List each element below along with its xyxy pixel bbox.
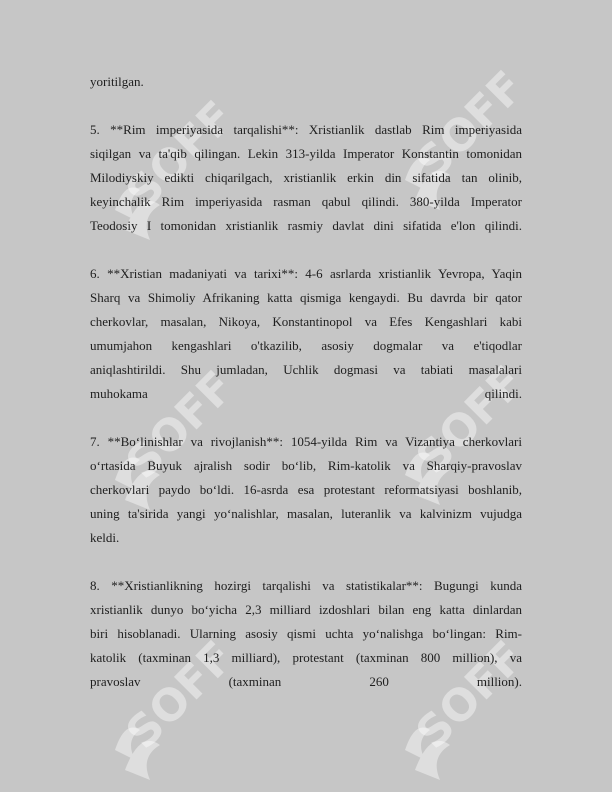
text-line: uning ta'sirida yangi yo‘nalishlar, masalan, luteranlik va kalvinizm vujudga [90, 506, 522, 521]
watermark-text: SOFF [116, 91, 245, 220]
text-line: keldi. [90, 530, 120, 545]
text-line: keyinchalik Rim imperiyasida rasman qabul qilindi. 380-yilda Imperator [90, 194, 522, 209]
text-line: aniqlashtirildi. Shu jumladan, Uchlik dogmasi va tabiati masalalari [90, 362, 522, 377]
text-line: katolik (taxminan 1,3 milliard), protestant (taxminan 800 million), va [90, 650, 522, 665]
paragraph-gap [90, 406, 522, 430]
text-line: 8. **Xristianlikning hozirgi tarqalishi va statistikalar**: Bugungi kunda [90, 578, 522, 593]
paragraph-continuation [90, 70, 522, 94]
paragraph-6 [90, 262, 522, 406]
text-line: 5. **Rim imperiyasida tarqalishi**: Xristianlik dastlab Rim imperiyasida [90, 122, 522, 137]
text-line: siqilgan va ta'qib qilingan. Lekin 313-yilda Imperator Konstantin tomonidan [90, 146, 522, 161]
text-line: cherkovlar, masalan, Nikoya, Konstantinopol va Efes Kengashlari kabi [90, 314, 522, 329]
text-line: 6. **Xristian madaniyati va tarixi**: 4-6 asrlarda xristianlik Yevropa, Yaqin [90, 266, 522, 281]
watermark-text: SOFF [116, 361, 245, 490]
paragraph-7 [90, 430, 522, 550]
text-line: muhokama qilindi. [90, 386, 522, 401]
watermark-text: SOFF [116, 631, 245, 760]
text-line: pravoslav (taxminan 260 million). [90, 674, 522, 689]
paragraph-gap [90, 550, 522, 574]
watermark-text: SOFF [406, 61, 535, 190]
text-line: Milodiyskiy edikti chiqarilgach, xristianlik erkin din sifatida tan olinib, [90, 170, 522, 185]
text-line: Teodosiy I tomonidan xristianlik rasmiy davlat dini sifatida e'lon qilindi. [90, 218, 522, 233]
document-body [90, 70, 522, 694]
text-line: cherkovlari paydo bo‘ldi. 16-asrda esa protestant reformatsiyasi boshlanib, [90, 482, 522, 497]
watermark-text: SOFF [406, 631, 535, 760]
paragraph-gap [90, 238, 522, 262]
text-line: 7. **Bo‘linishlar va rivojlanish**: 1054-yilda Rim va Vizantiya cherkovlari [90, 434, 522, 449]
text-line: umumjahon kengashlari o'tkazilib, asosiy dogmalar va e'tiqodlar [90, 338, 522, 353]
text-line: biri hisoblanadi. Ularning asosiy qismi uchta yo‘nalishga bo‘lingan: Rim- [90, 626, 522, 641]
text-line: o‘rtasida Buyuk ajralish sodir bo‘lib, Rim-katolik va Sharqiy-pravoslav [90, 458, 522, 473]
text-line: xristianlik dunyo bo‘yicha 2,3 milliard izdoshlari bilan eng katta dinlardan [90, 602, 522, 617]
paragraph-8 [90, 574, 522, 694]
paragraph-gap [90, 94, 522, 118]
watermark-text: SOFF [406, 356, 535, 485]
text-line: Sharq va Shimoliy Afrikaning katta qismiga kengaydi. Bu davrda bir qator [90, 290, 522, 305]
paragraph-5 [90, 118, 522, 238]
text-line: yoritilgan. [90, 74, 144, 89]
